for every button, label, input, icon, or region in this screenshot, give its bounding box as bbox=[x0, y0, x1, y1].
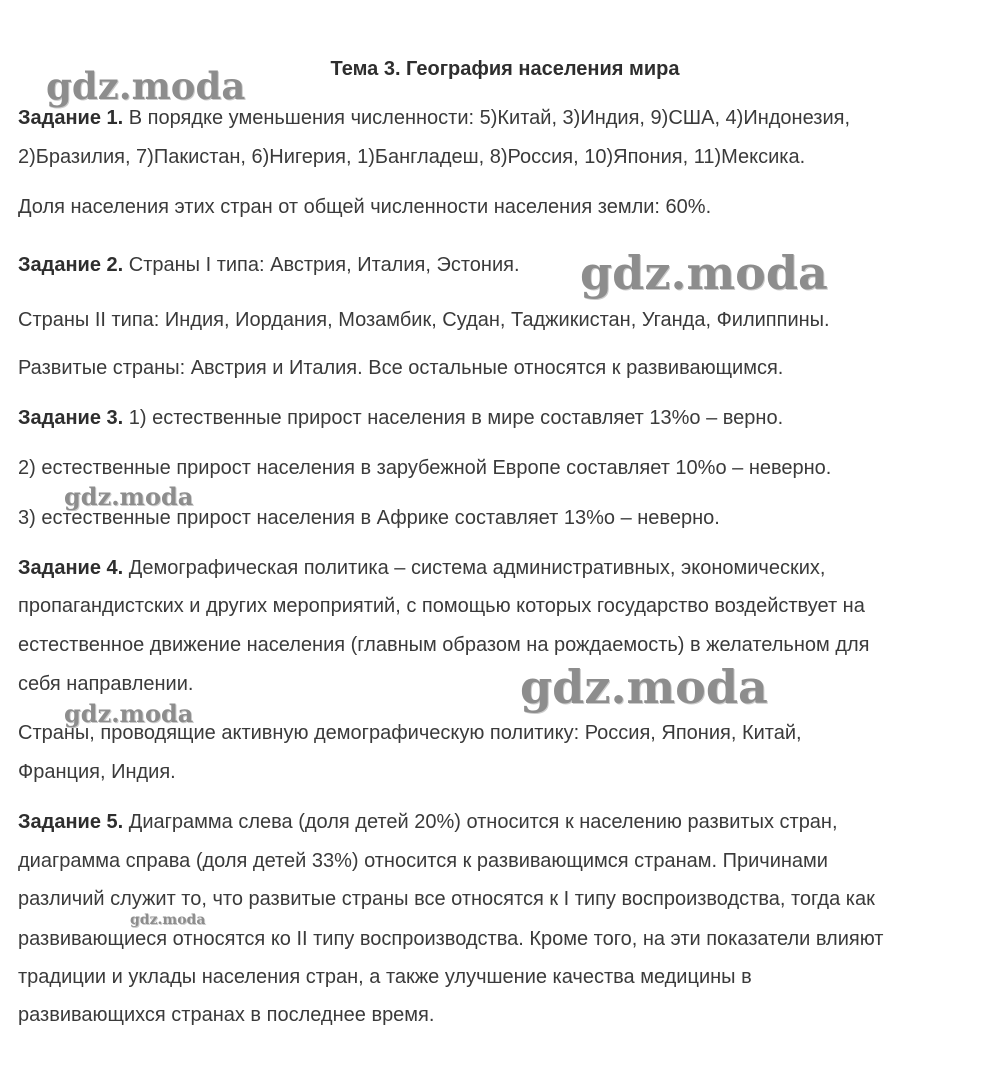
task-5-label: Задание 5. bbox=[18, 811, 124, 833]
watermark-logo: gdz.moda bbox=[130, 912, 206, 928]
task-4-line-5: Страны, проводящие активную демографическую политику: Россия, Япония, Китай, bbox=[18, 722, 802, 744]
task-5-line-2: диаграмма справа (доля детей 33%) относится к развивающимся странам. Причинами bbox=[18, 850, 828, 872]
task-3-text: 1) естественные прирост населения в мире составляет 13%о – верно. bbox=[123, 407, 784, 429]
task-1-label: Задание 1. bbox=[18, 107, 124, 129]
task-2-text: Страны I типа: Австрия, Италия, Эстония. bbox=[123, 254, 520, 276]
task-1-line-3: Доля населения этих стран от общей численности населения земли: 60%. bbox=[18, 196, 712, 218]
task-2-line-1 bbox=[18, 254, 520, 277]
task-4-line-3: естественное движение населения (главным образом на рождаемость) в желательном для bbox=[18, 634, 870, 656]
task-5-line-5: традиции и уклады населения стран, а также улучшение качества медицины в bbox=[18, 966, 752, 988]
task-3-line-1 bbox=[18, 407, 783, 430]
task-2-label: Задание 2. bbox=[18, 254, 124, 276]
task-5-line-3: различий служит то, что развитые страны все относятся к I типу воспроизводства, тогда как bbox=[18, 888, 875, 910]
task-1-line-1 bbox=[18, 107, 850, 130]
task-4-line-2: пропагандистских и других мероприятий, с помощью которых государство воздействует на bbox=[18, 595, 865, 617]
page-title: Тема 3. География населения мира bbox=[330, 58, 680, 80]
task-5-line-6: развивающихся странах в последнее время. bbox=[18, 1004, 435, 1026]
watermark-logo: gdz.moda bbox=[46, 64, 246, 108]
task-1-text: В порядке уменьшения численности: 5)Китай, 3)Индия, 9)США, 4)Индонезия, bbox=[123, 107, 851, 129]
task-5-line-4: развивающиеся относятся ко II типу воспроизводства. Кроме того, на эти показатели влияют bbox=[18, 928, 884, 950]
task-4-line-6: Франция, Индия. bbox=[18, 761, 176, 783]
task-5-text: Диаграмма слева (доля детей 20%) относится к населению развитых стран, bbox=[123, 811, 838, 833]
task-1-line-2: 2)Бразилия, 7)Пакистан, 6)Нигерия, 1)Бангладеш, 8)Россия, 10)Япония, 11)Мексика. bbox=[18, 146, 806, 168]
task-3-label: Задание 3. bbox=[18, 407, 124, 429]
watermark-logo: gdz.moda bbox=[520, 660, 768, 714]
task-2-line-3: Развитые страны: Австрия и Италия. Все остальные относятся к развивающимся. bbox=[18, 357, 784, 379]
task-3-line-2: 2) естественные прирост населения в зарубежной Европе составляет 10%о – неверно. bbox=[18, 457, 832, 479]
watermark-logo: gdz.moda bbox=[64, 482, 194, 511]
task-4-text: Демографическая политика – система административных, экономических, bbox=[123, 557, 826, 579]
task-4-line-4: себя направлении. bbox=[18, 673, 194, 695]
task-3-line-3: 3) естественные прирост населения в Африке составляет 13%о – неверно. bbox=[18, 507, 720, 529]
watermark-logo: gdz.moda bbox=[64, 699, 194, 728]
task-2-line-2: Страны II типа: Индия, Иордания, Мозамбик, Судан, Таджикистан, Уганда, Филиппины. bbox=[18, 309, 830, 331]
watermark-logo: gdz.moda bbox=[580, 246, 828, 300]
task-5-line-1 bbox=[18, 811, 838, 834]
task-4-line-1 bbox=[18, 557, 825, 580]
task-4-label: Задание 4. bbox=[18, 557, 124, 579]
